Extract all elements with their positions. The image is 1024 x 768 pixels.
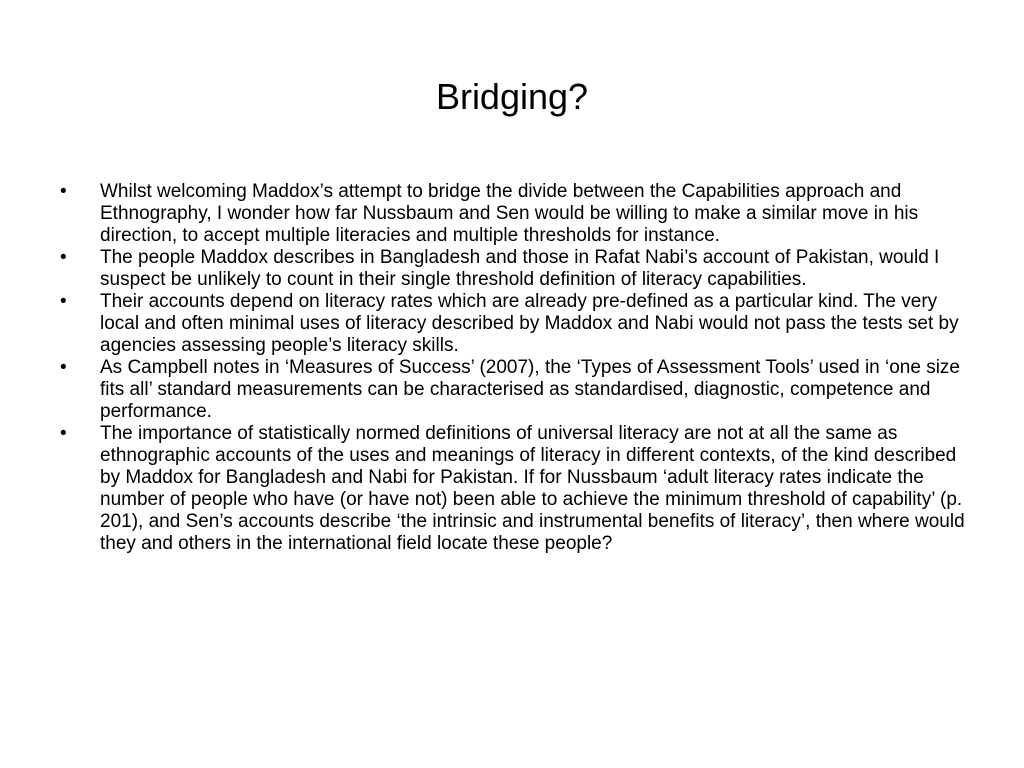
bullet-item (60, 291, 970, 357)
slide-title: Bridging? (435, 76, 589, 117)
bullet-text: The people Maddox describes in Bangladesh and those in Rafat Nabi’s account of Pakistan, would I suspect be unlikely to count in their single threshold definition of literacy capabilities. (100, 247, 940, 290)
bullet-icon: • (60, 181, 67, 202)
bullet-text: Their accounts depend on literacy rates which are already pre-defined as a particular kind. The very local and often minimal uses of literacy described by Maddox and Nabi would not pass the tests set by agencies assessing people’s literacy skills. (100, 291, 959, 356)
bullet-item (60, 181, 970, 247)
bullet-icon: • (60, 247, 67, 268)
bullet-text: The importance of statistically normed definitions of universal literacy are not at all the same as ethnographic accounts of the uses and meanings of literacy in different contexts, of the kind described by Maddox for Bangladesh and Nabi for Pakistan. If for Nussbaum ‘adult literacy rates indicate the number of people who have (or have not) been able to achieve the minimum threshold of capability’ (p. 201), and Sen’s accounts describe ‘the intrinsic and instrumental benefits of literacy’, then where would they and others in the international field locate these people? (100, 423, 965, 554)
bullet-icon: • (60, 357, 67, 378)
bullet-text: Whilst welcoming Maddox’s attempt to bridge the divide between the Capabilities approach and Ethnography, I wonder how far Nussbaum and Sen would be willing to make a similar move in his direction, to accept multiple literacies and multiple thresholds for instance. (100, 181, 919, 246)
bullet-icon: • (60, 423, 67, 444)
bullet-text: As Campbell notes in ‘Measures of Success’ (2007), the ‘Types of Assessment Tools’ used in ‘one size fits all’ standard measurements can be characterised as standardised, diagnostic, competence and performance. (100, 357, 961, 422)
bullet-item (60, 423, 970, 555)
bullet-item (60, 357, 970, 423)
bullet-icon: • (60, 291, 67, 312)
bullet-item (60, 247, 970, 291)
bullet-list (60, 181, 970, 555)
